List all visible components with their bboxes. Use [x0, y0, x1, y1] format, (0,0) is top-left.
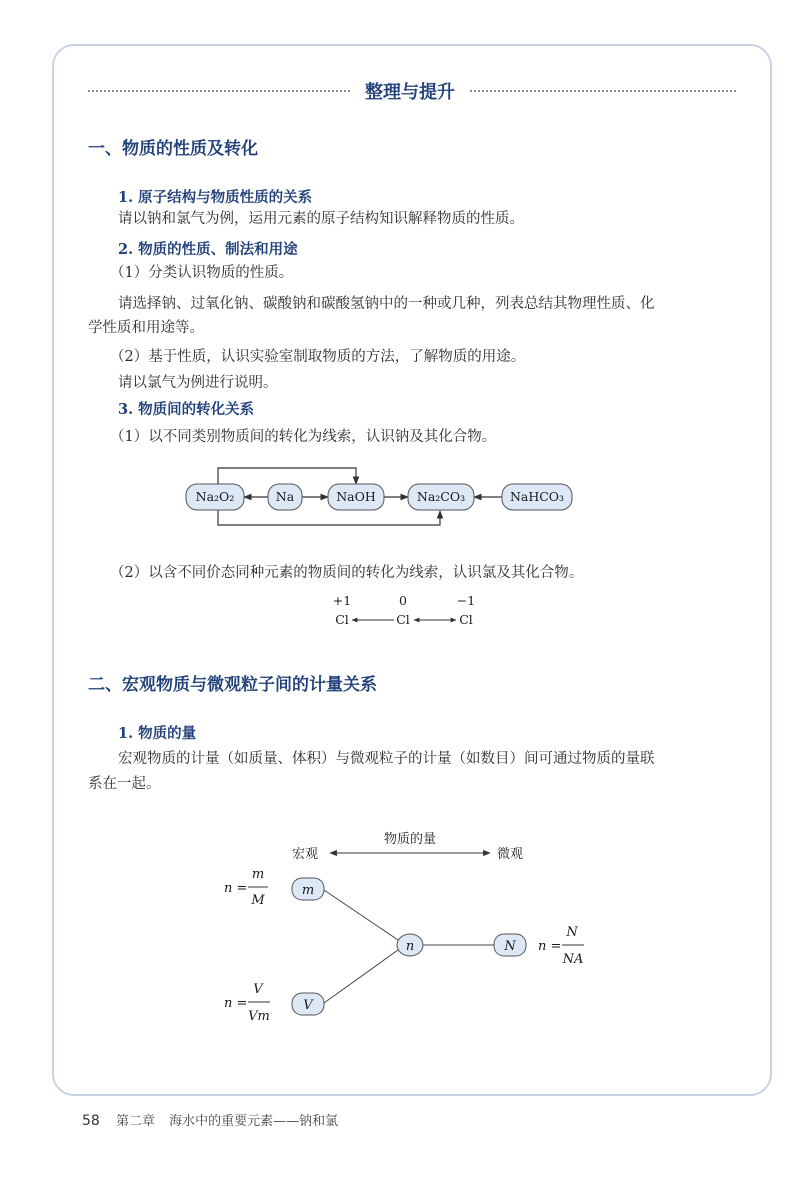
node-N [494, 934, 526, 956]
cl-state-2: 0 [399, 593, 407, 608]
svg-text:M: M [251, 893, 265, 908]
footer-chapter: 第二章 [115, 1114, 155, 1129]
svg-text:NA: NA [562, 952, 584, 967]
cl-species-3: Cl [459, 612, 473, 627]
svg-text:n =: n = [224, 996, 248, 1011]
formula-n-m-M [224, 867, 268, 908]
item2-text1a: 请选择钠、过氧化钠、碳酸钠和碳酸氢钠中的一种或几种，列表总结其物理性质、化 [118, 296, 655, 312]
svg-text:n =: n = [224, 881, 248, 896]
svg-text:N: N [566, 925, 578, 940]
item2-sub2: （2）基于性质，认识实验室制取物质的方法，了解物质的用途。 [110, 349, 526, 365]
formula-n-N-NA [538, 925, 584, 967]
mole-center-label: 物质的量 [383, 832, 437, 847]
node-n [397, 934, 423, 956]
cl-state-3: −1 [456, 593, 476, 608]
item3-title: 3. 物质间的转化关系 [118, 401, 255, 418]
node-na2o2-label: Na₂O₂ [195, 489, 235, 504]
section2-text-b: 系在一起。 [88, 776, 161, 792]
svg-text:N: N [504, 939, 516, 954]
page-header-title: 整理与提升 [365, 82, 455, 103]
item1-title: 1. 原子结构与物质性质的关系 [118, 189, 313, 206]
item2-sub1: （1）分类认识物质的性质。 [110, 265, 294, 281]
node-m [292, 878, 324, 900]
node-nahco3-label: NaHCO₃ [509, 489, 565, 504]
item2-text2: 请以氯气为例进行说明。 [118, 375, 278, 391]
svg-text:V: V [303, 998, 313, 1013]
page-number: 58 [82, 1113, 100, 1129]
section2-heading: 二、宏观物质与微观粒子间的计量关系 [88, 675, 377, 695]
mole-right-label: 微观 [496, 847, 524, 862]
footer-chapter-title: 海水中的重要元素——钠和氯 [169, 1114, 339, 1129]
svg-text:Vm: Vm [248, 1009, 270, 1024]
page-footer [82, 1110, 338, 1129]
section2-text-a: 宏观物质的计量（如质量、体积）与微观粒子的计量（如数目）间可通过物质的量联 [118, 751, 655, 767]
cl-species-2: Cl [396, 612, 410, 627]
section2-item-title: 1. 物质的量 [118, 725, 197, 742]
node-na2co3-label: Na₂CO₃ [416, 489, 466, 504]
formula-n-V-Vm [224, 982, 270, 1024]
node-naoh-label: NaOH [336, 489, 376, 504]
item2-title: 2. 物质的性质、制法和用途 [118, 241, 298, 258]
svg-text:n: n [405, 939, 415, 954]
item3-sub2: （2）以含不同价态同种元素的物质间的转化为线索，认识氯及其化合物。 [110, 565, 584, 581]
svg-text:V: V [253, 982, 263, 997]
svg-text:m: m [301, 883, 315, 898]
node-na-label: Na [275, 489, 295, 504]
cl-species-1: Cl [335, 612, 349, 627]
section1-heading: 一、物质的性质及转化 [88, 139, 258, 159]
svg-text:m: m [251, 867, 265, 882]
item2-text1b: 学性质和用途等。 [88, 320, 204, 336]
item1-text: 请以钠和氯气为例，运用元素的原子结构知识解释物质的性质。 [118, 211, 524, 227]
node-v [292, 993, 324, 1015]
mole-left-label: 宏观 [291, 847, 319, 862]
svg-text:n =: n = [538, 939, 562, 954]
item3-sub1: （1）以不同类别物质间的转化为线索，认识钠及其化合物。 [110, 429, 497, 445]
cl-state-1: +1 [332, 593, 352, 608]
